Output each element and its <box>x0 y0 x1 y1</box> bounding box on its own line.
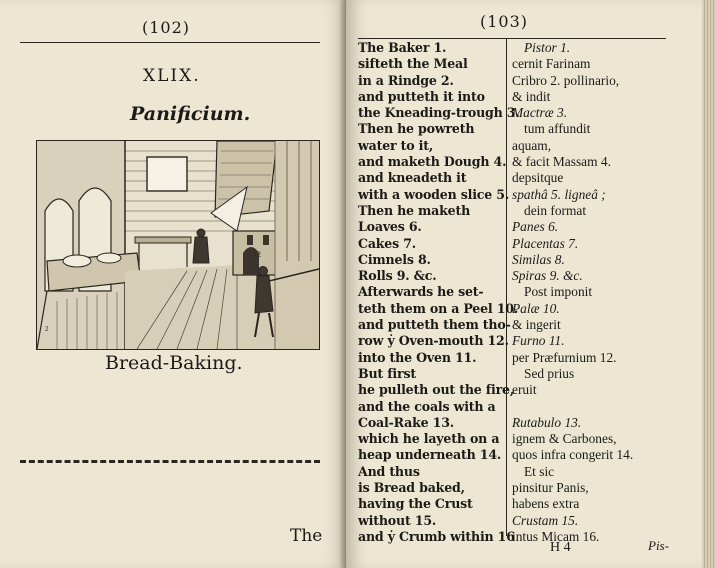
english-line: Rolls 9. &c. <box>358 268 437 284</box>
english-line: is Bread baked, <box>358 480 465 496</box>
english-line: Loaves 6. <box>358 219 422 235</box>
english-line: But first <box>358 365 416 381</box>
figure-caption: Bread-Baking. <box>105 352 243 374</box>
right-page <box>346 0 716 568</box>
english-line: and ẏ Crumb within 16 <box>358 528 515 544</box>
latin-line: Sed prius <box>524 365 575 381</box>
latin-column <box>512 40 662 545</box>
latin-line: pinsitur Panis, <box>512 480 589 496</box>
english-line: And thus <box>358 463 420 479</box>
latin-line: Pistor 1. <box>524 40 571 55</box>
english-line: Cakes 7. <box>358 235 416 251</box>
latin-line: Crustam 15. <box>512 512 579 528</box>
english-line: which he layeth on a <box>358 431 500 447</box>
latin-line: Furno 11. <box>512 333 565 349</box>
english-line: Then he maketh <box>358 202 471 218</box>
english-line: into the Oven 11. <box>358 349 477 365</box>
page-number-right: (103) <box>480 12 529 31</box>
latin-line: tum affundit <box>524 121 591 137</box>
bakery-scene <box>37 141 319 349</box>
english-line: with a wooden slice 5. <box>358 186 509 202</box>
english-line: row ẏ Oven-mouth 12. <box>358 333 509 349</box>
page-edges <box>702 0 716 568</box>
latin-line: Et sic <box>524 463 555 479</box>
latin-line: & ingerit <box>512 317 561 333</box>
woodcut-illustration <box>36 140 320 350</box>
english-line: Cimnels 8. <box>358 251 431 267</box>
english-line: heap underneath 14. <box>358 447 502 463</box>
footer-rule-left <box>20 460 320 463</box>
latin-line: quos infra congerit 14. <box>512 447 634 463</box>
latin-line: Cribro 2. pollinario, <box>512 72 620 88</box>
figure-numeral: 2 <box>45 325 49 333</box>
latin-line: spathâ 5. ligneâ ; <box>512 186 606 202</box>
latin-line <box>512 399 662 415</box>
english-line: having the Crust <box>358 496 473 512</box>
catchword-left: The <box>290 526 323 546</box>
latin-line: & indit <box>512 88 551 104</box>
english-line: the Kneading-trough 3. <box>358 105 520 121</box>
english-line: in a Rindge 2. <box>358 72 454 88</box>
header-rule-right <box>358 38 666 39</box>
latin-line: Mactræ 3. <box>512 105 568 121</box>
english-line: and kneadeth it <box>358 170 467 186</box>
english-line: water to it, <box>358 137 434 153</box>
english-column <box>358 40 520 545</box>
english-line: teth them on a Peel 10. <box>358 300 519 316</box>
latin-line: Palæ 10. <box>512 300 560 316</box>
latin-line: Panes 6. <box>512 219 559 235</box>
latin-line: Similas 8. <box>512 251 565 267</box>
latin-line: aquam, <box>512 137 552 153</box>
latin-line: eruit <box>512 382 537 398</box>
header-rule-left <box>20 42 320 43</box>
english-line: Then he powreth <box>358 121 475 137</box>
latin-line: cernit Farinam <box>512 56 591 72</box>
signature-mark: H 4 <box>550 540 571 555</box>
latin-line: depsitque <box>512 170 564 186</box>
chapter-number: XLIX. <box>143 66 201 86</box>
left-page <box>0 0 346 568</box>
english-line: Coal-Rake 13. <box>358 414 454 430</box>
latin-line: Post imponit <box>524 284 593 300</box>
chapter-title: Panificium. <box>130 103 251 125</box>
catchword-right: Pis- <box>648 538 669 553</box>
english-line: without 15. <box>358 512 437 528</box>
latin-line: Placentas 7. <box>512 235 579 251</box>
figure-numeral: 12 <box>253 250 261 259</box>
latin-line: & facit Massam 4. <box>512 154 611 170</box>
english-line: he pulleth out the fire, <box>358 382 515 398</box>
latin-line: per Præfurnium 12. <box>512 349 617 365</box>
page-number-left: (102) <box>142 18 191 37</box>
english-line: sifteth the Meal <box>358 56 468 72</box>
english-line: Afterwards he set- <box>358 284 484 300</box>
english-line: The Baker 1. <box>358 40 447 55</box>
english-line: and the coals with a <box>358 398 496 414</box>
latin-line: dein format <box>524 202 587 218</box>
latin-line: ignem & Carbones, <box>512 431 617 447</box>
latin-line: intus Micam 16. <box>512 528 600 544</box>
latin-line: habens extra <box>512 496 580 512</box>
english-line: and putteth it into <box>358 88 485 104</box>
english-line: and maketh Dough 4. <box>358 154 507 170</box>
latin-line: Spiras 9. &c. <box>512 268 583 284</box>
latin-line: Rutabulo 13. <box>512 414 582 430</box>
english-line: and putteth them tho- <box>358 317 511 333</box>
